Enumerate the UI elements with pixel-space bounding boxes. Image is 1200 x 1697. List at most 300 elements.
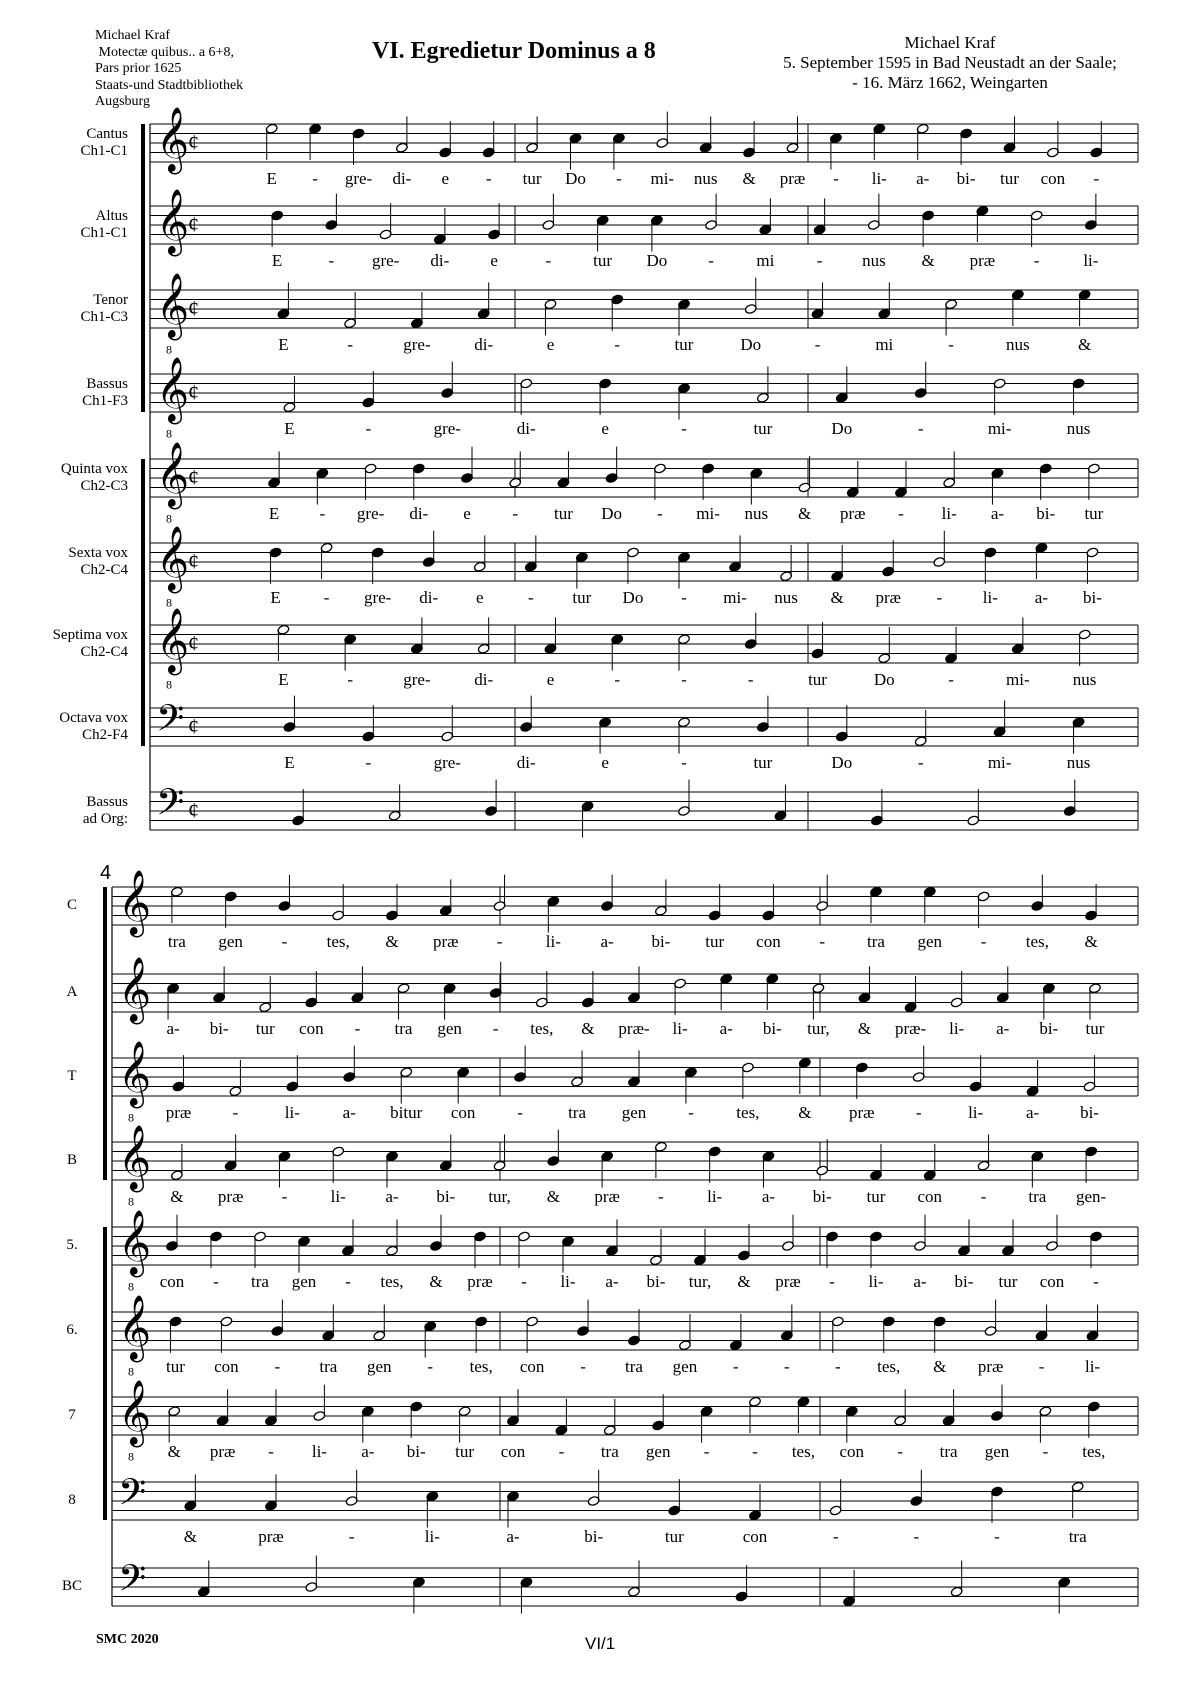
note	[611, 294, 624, 305]
lyric-syllable: con	[917, 1187, 943, 1206]
lyric-syllable: con	[500, 1442, 526, 1461]
part-name: Ch2-C3	[80, 478, 128, 494]
note	[569, 133, 582, 144]
note	[993, 726, 1006, 737]
lyric-syllable: -	[274, 1357, 281, 1376]
staff	[61, 442, 1138, 525]
lyric-syllable: tur	[455, 1442, 475, 1461]
note	[678, 805, 691, 816]
staff	[59, 696, 1138, 772]
note	[656, 137, 669, 148]
note	[485, 805, 498, 816]
note	[283, 402, 296, 413]
note	[371, 547, 384, 558]
lyric-syllable: bi-	[954, 1272, 974, 1291]
lyric-syllable: &	[742, 169, 756, 188]
lyric-syllable: bi-	[646, 1272, 666, 1291]
note	[224, 1160, 237, 1171]
note	[812, 983, 825, 994]
note	[344, 318, 357, 329]
lyric-syllable: li-	[284, 1103, 300, 1122]
octave-mark: 8	[166, 426, 172, 441]
lyric-syllable: tur	[753, 753, 773, 772]
note	[977, 1160, 990, 1171]
note	[1058, 1577, 1071, 1588]
lyric-syllable: gre-	[403, 335, 431, 354]
octave-mark: 8	[128, 1449, 134, 1464]
note	[1011, 289, 1024, 300]
note	[482, 147, 495, 158]
note	[493, 900, 506, 911]
note	[345, 1495, 358, 1506]
lyric-syllable: gre-	[433, 419, 461, 438]
lyric-syllable: -	[347, 670, 353, 689]
lyric-syllable: præ	[258, 1527, 284, 1546]
lyric-syllable: tur	[998, 1272, 1018, 1291]
lyric-syllable: e	[546, 670, 555, 689]
lyric-syllable: con	[756, 932, 781, 951]
note	[627, 547, 640, 558]
note	[1087, 463, 1100, 474]
part-name: 5.	[66, 1237, 78, 1253]
part-name: Ch1-C3	[80, 309, 128, 325]
part-name: Ch1-F3	[82, 393, 128, 409]
lyric-syllable: bi-	[1039, 1019, 1059, 1038]
staff	[83, 780, 1138, 838]
lyric-syllable: -	[485, 169, 492, 188]
note	[1046, 147, 1059, 158]
note	[1089, 983, 1102, 994]
lyric-syllable: li-	[672, 1019, 688, 1038]
note	[493, 1160, 506, 1171]
lyric-syllable: e	[601, 419, 609, 438]
lyric-syllable: &	[921, 251, 935, 270]
lyric-syllable: Do	[740, 335, 762, 354]
note	[439, 147, 452, 158]
lyric-syllable: bi-	[1036, 504, 1056, 523]
lyric-syllable: Do	[622, 588, 644, 607]
lyric-syllable: &	[797, 504, 812, 523]
note	[283, 721, 296, 732]
lyric-syllable: li-	[1083, 251, 1099, 270]
note	[652, 1420, 665, 1431]
note	[674, 978, 687, 989]
part-name: 8	[68, 1492, 76, 1508]
note	[474, 1231, 487, 1242]
lyric-syllable: con	[839, 1442, 865, 1461]
part-name: Ch1-C1	[80, 143, 128, 159]
note	[601, 1151, 614, 1162]
lyric-syllable: E	[266, 169, 277, 188]
lyric-syllable: tur	[1084, 504, 1104, 523]
note	[520, 721, 533, 732]
lyric-syllable: &	[546, 1187, 560, 1206]
lyric-syllable: con	[742, 1527, 768, 1546]
note	[912, 1071, 925, 1082]
note	[362, 731, 375, 742]
lyric-syllable: &	[429, 1272, 443, 1291]
note	[520, 1577, 533, 1588]
lyric-syllable: a-	[385, 1187, 399, 1206]
note	[457, 1067, 470, 1078]
treble-clef-icon: 𝄞	[118, 1212, 152, 1275]
note	[1090, 147, 1103, 158]
note	[958, 1245, 971, 1256]
note	[1085, 910, 1098, 921]
note	[743, 147, 756, 158]
note	[298, 1236, 311, 1247]
note	[628, 1586, 641, 1597]
lyric-syllable: -	[936, 588, 943, 607]
lyric-syllable: &	[385, 932, 399, 951]
lyric-syllable: -	[688, 1103, 694, 1122]
bass-clef-icon: 𝄢	[118, 1558, 147, 1608]
note	[412, 1577, 425, 1588]
lyric-syllable: tes,	[791, 1442, 815, 1461]
lyric-syllable: bi-	[1080, 1103, 1099, 1122]
lyric-syllable: -	[917, 419, 924, 438]
note	[351, 992, 364, 1003]
lyric-syllable: &	[1084, 932, 1098, 951]
note	[910, 1495, 923, 1506]
lyric-syllable: &	[830, 588, 844, 607]
note	[216, 1415, 229, 1426]
lyric-syllable: tur	[753, 419, 773, 438]
lyric-syllable: præ	[969, 251, 996, 270]
lyric-syllable: &	[798, 1103, 812, 1122]
lyric-syllable: a-	[1034, 588, 1049, 607]
cut-time-icon: ¢	[188, 379, 199, 405]
lyric-syllable: bi-	[584, 1527, 604, 1546]
lyric-syllable: mi-	[650, 169, 675, 188]
source-line: Pars prior 1625	[95, 61, 182, 76]
lyric-syllable: præ	[165, 1103, 192, 1122]
note	[1026, 1086, 1039, 1097]
note	[386, 1151, 399, 1162]
source-line: Motectæ quibus.. a 6+8,	[95, 44, 234, 60]
note	[458, 1406, 471, 1417]
staff	[80, 107, 1138, 188]
note	[422, 556, 435, 567]
note	[488, 229, 501, 240]
lyric-syllable: præ	[977, 1357, 1004, 1376]
note	[373, 1330, 386, 1341]
lyric-syllable: a-	[996, 1019, 1010, 1038]
lyric-syllable: -	[834, 1357, 841, 1376]
note	[1039, 463, 1052, 474]
note	[1072, 717, 1085, 728]
lyric-syllable: tur	[593, 251, 613, 270]
note	[855, 1062, 868, 1073]
staff	[62, 1556, 1138, 1614]
note	[835, 392, 848, 403]
note	[507, 1491, 520, 1502]
edition-mark: SMC 2020	[96, 1632, 159, 1647]
note	[1030, 210, 1043, 221]
note	[410, 1401, 423, 1412]
note	[581, 801, 594, 812]
treble-clef-icon: 𝄞	[156, 610, 190, 673]
lyric-syllable: li-	[968, 1103, 984, 1122]
staff	[53, 608, 1138, 691]
lyric-syllable: con	[159, 1272, 185, 1291]
octave-mark: 8	[166, 677, 172, 692]
lyric-syllable: -	[512, 504, 519, 523]
lyric-syllable: -	[545, 251, 552, 270]
lyric-syllable: gen	[984, 1442, 1010, 1461]
note	[653, 463, 666, 474]
note	[562, 1236, 575, 1247]
lyric-syllable: -	[558, 1442, 565, 1461]
note	[933, 556, 946, 567]
treble-clef-icon: 𝄞	[156, 191, 190, 254]
lyric-syllable: -	[658, 1187, 664, 1206]
note	[945, 299, 958, 310]
note	[1078, 289, 1091, 300]
note	[514, 1071, 527, 1082]
note	[960, 128, 973, 139]
treble-clef-icon: 𝄞	[118, 872, 152, 935]
note	[991, 468, 1004, 479]
lyric-syllable: -	[898, 504, 904, 523]
source-line: Staats-und Stadtbibliothek	[95, 77, 244, 93]
lyric-syllable: e	[463, 504, 471, 523]
lyric-syllable: -	[1038, 1357, 1045, 1376]
part-name: Ch2-F4	[82, 727, 128, 743]
lyric-syllable: li-	[311, 1442, 327, 1461]
octave-mark: 8	[166, 511, 172, 526]
note	[870, 1231, 883, 1242]
note	[544, 643, 557, 654]
note	[292, 815, 305, 826]
note	[1011, 643, 1024, 654]
note	[544, 299, 557, 310]
note	[524, 561, 537, 572]
lyric-syllable: mi-	[987, 419, 1012, 438]
lyric-syllable: a-	[605, 1272, 619, 1291]
staff	[66, 1210, 1138, 1293]
note	[229, 1086, 242, 1097]
note	[400, 1067, 413, 1078]
lyric-syllable: -	[517, 1103, 523, 1122]
lyric-syllable: tra	[394, 1019, 413, 1038]
lyric-syllable: nus	[1066, 419, 1091, 438]
note	[993, 378, 1006, 389]
octave-mark: 8	[166, 342, 172, 357]
note	[426, 1491, 439, 1502]
note	[782, 1240, 795, 1251]
lyric-syllable: tes,	[1082, 1442, 1106, 1461]
note	[878, 308, 891, 319]
lyric-syllable: nus	[1006, 335, 1030, 354]
lyric-syllable: præ	[840, 504, 866, 523]
note	[309, 123, 322, 134]
part-name: Sexta vox	[68, 545, 128, 561]
note	[507, 1415, 520, 1426]
bass-clef-icon: 𝄢	[156, 782, 185, 832]
note	[313, 1410, 326, 1421]
lyric-syllable: tra	[319, 1357, 338, 1376]
note	[557, 477, 570, 488]
note	[170, 1170, 183, 1181]
note	[224, 891, 237, 902]
note	[509, 477, 522, 488]
lyric-syllable: -	[232, 1103, 239, 1122]
note	[967, 815, 980, 826]
note	[720, 973, 733, 984]
note	[210, 1231, 223, 1242]
lyric-syllable: a-	[600, 932, 614, 951]
lyric-syllable: -	[915, 1103, 922, 1122]
note	[738, 1250, 751, 1261]
note	[741, 1062, 754, 1073]
lyric-syllable: E	[278, 670, 289, 689]
note	[581, 997, 594, 1008]
note	[650, 1255, 663, 1266]
lyric-syllable: nus	[1066, 753, 1091, 772]
note	[882, 566, 895, 577]
lyric-syllable: gre-	[433, 753, 461, 772]
note	[757, 392, 770, 403]
note	[708, 910, 721, 921]
lyric-syllable: tes,	[877, 1357, 901, 1376]
lyric-syllable: tra	[568, 1103, 587, 1122]
lyric-syllable: tra	[867, 932, 885, 951]
note	[1046, 1240, 1059, 1251]
note	[977, 891, 990, 902]
lyric-syllable: di-	[474, 670, 494, 689]
treble-clef-icon: 𝄞	[156, 444, 190, 507]
treble-clef-icon: 𝄞	[156, 109, 190, 172]
note	[922, 210, 935, 221]
lyric-syllable: bi-	[956, 169, 976, 188]
lyric-syllable: -	[829, 1272, 835, 1291]
note	[1087, 1401, 1100, 1412]
treble-clef-icon: 𝄞	[118, 959, 152, 1022]
note	[1083, 1081, 1096, 1092]
lyric-syllable: con	[214, 1357, 239, 1376]
note	[816, 1165, 829, 1176]
lyric-syllable: bi-	[812, 1187, 832, 1206]
part-name: Septima vox	[52, 627, 128, 643]
lyric-syllable: -	[312, 169, 318, 188]
note	[1039, 1406, 1052, 1417]
cut-time-icon: ¢	[188, 295, 199, 321]
note	[1063, 805, 1076, 816]
note	[679, 1340, 692, 1351]
note	[1035, 542, 1048, 553]
lyric-syllable: tur	[255, 1019, 275, 1038]
note	[678, 299, 691, 310]
note	[268, 477, 281, 488]
note	[397, 983, 410, 994]
staff	[68, 1470, 1138, 1546]
note	[750, 468, 763, 479]
note	[923, 1170, 936, 1181]
treble-clef-icon: 𝄞	[118, 1382, 152, 1445]
note	[1086, 1330, 1099, 1341]
note	[729, 1340, 742, 1351]
lyric-syllable: di-	[419, 588, 439, 607]
lyric-syllable: li-	[545, 932, 561, 951]
part-name: Ch2-C4	[80, 562, 128, 578]
staff	[67, 1041, 1138, 1124]
treble-clef-icon: 𝄞	[118, 1043, 152, 1106]
lyric-syllable: præ	[849, 1103, 875, 1122]
source-line: Michael Kraf	[95, 28, 171, 43]
lyric-syllable: con	[519, 1357, 545, 1376]
lyric-syllable: tur	[674, 335, 694, 354]
lyric-syllable: tra	[167, 932, 186, 951]
note	[342, 1245, 355, 1256]
lyric-syllable: -	[784, 1357, 790, 1376]
lyric-syllable: a-	[761, 1187, 776, 1206]
note	[286, 1081, 299, 1092]
lyric-syllable: bi-	[651, 932, 671, 951]
note	[797, 1396, 810, 1407]
lyric-syllable: tra	[251, 1272, 269, 1291]
note	[870, 815, 883, 826]
note	[678, 717, 691, 728]
note	[1071, 1481, 1084, 1492]
lyric-syllable: tes,	[380, 1272, 404, 1291]
lyric-syllable: -	[281, 1187, 288, 1206]
lyric-syllable: -	[1033, 251, 1040, 270]
note	[379, 229, 392, 240]
part-name: ad Org:	[82, 811, 128, 827]
lyric-syllable: li-	[1084, 1357, 1101, 1376]
part-name: 7	[68, 1407, 76, 1423]
note	[654, 1141, 667, 1152]
lyric-syllable: -	[980, 1187, 987, 1206]
note	[213, 992, 226, 1003]
staff	[67, 957, 1138, 1038]
note	[628, 1076, 641, 1087]
note	[685, 1067, 698, 1078]
note	[277, 308, 290, 319]
note	[520, 378, 533, 389]
note	[439, 1160, 452, 1171]
staff	[80, 273, 1138, 356]
lyric-syllable: mi-	[696, 504, 720, 523]
note	[708, 1146, 721, 1157]
note	[277, 624, 290, 635]
note	[172, 1081, 185, 1092]
note	[332, 910, 345, 921]
note	[786, 142, 799, 153]
lyric-syllable: -	[948, 335, 954, 354]
note	[477, 308, 490, 319]
choir-bracket	[141, 459, 145, 746]
note	[343, 1071, 356, 1082]
lyric-syllable: E	[284, 419, 295, 438]
system	[62, 862, 1138, 1614]
lyric-syllable: gre-	[403, 670, 431, 689]
note	[473, 561, 486, 572]
note	[942, 1415, 955, 1426]
note	[894, 1415, 907, 1426]
note	[735, 1591, 748, 1602]
lyric-syllable: præ	[775, 1272, 801, 1291]
note	[729, 561, 742, 572]
composer-line: 5. September 1595 in Bad Neustadt an der Saale;	[783, 53, 1117, 72]
lyric-syllable: gre-	[363, 588, 392, 607]
note	[526, 1316, 539, 1327]
note	[950, 997, 963, 1008]
note	[699, 142, 712, 153]
lyric-syllable: gen	[437, 1019, 462, 1038]
staff	[66, 1295, 1138, 1378]
